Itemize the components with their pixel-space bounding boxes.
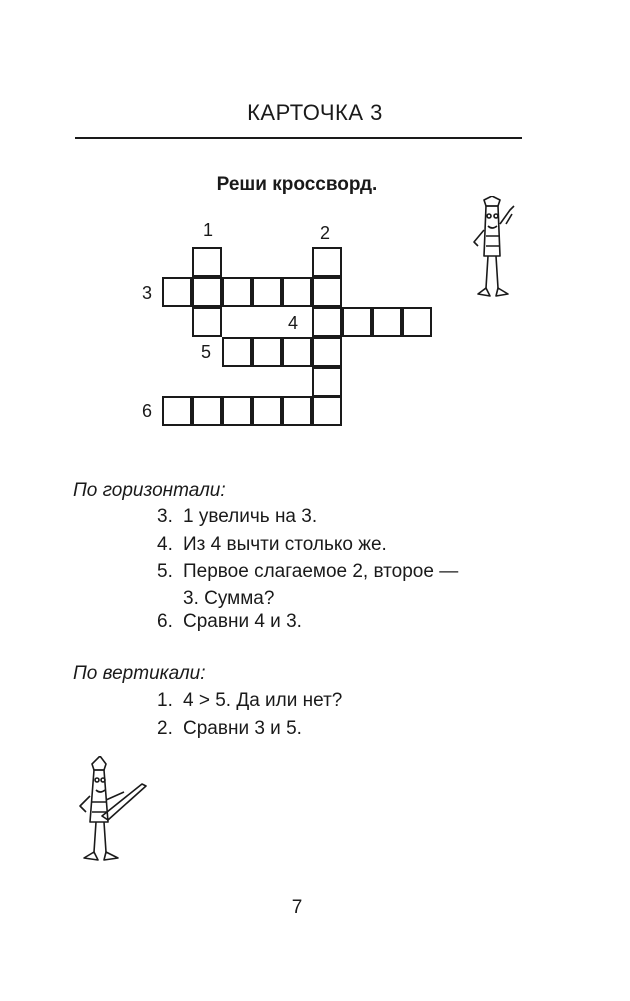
- horizontal-clues-title: По горизонтали:: [73, 480, 226, 501]
- crossword-cell[interactable]: [192, 396, 222, 426]
- crossword-cell[interactable]: [252, 277, 282, 307]
- vertical-clue-1: 1. 4 > 5. Да или нет?: [157, 690, 343, 711]
- clue-number-6: 6: [142, 401, 153, 421]
- clue-number-5: 5: [201, 342, 212, 362]
- crossword-cell[interactable]: [342, 307, 372, 337]
- pencil-mascot-illustration: [466, 196, 518, 304]
- crossword-cell[interactable]: [312, 337, 342, 367]
- horizontal-clue-4: 4. Из 4 вычти столько же.: [157, 534, 387, 555]
- crossword-cell[interactable]: [312, 396, 342, 426]
- crossword-cell[interactable]: [252, 396, 282, 426]
- clue-number-2: 2: [320, 223, 331, 243]
- horizontal-clue-5: 5. Первое слагаемое 2, второе — 3. Сумма?: [157, 561, 459, 609]
- crossword-cell[interactable]: [312, 367, 342, 397]
- crossword-cell[interactable]: [312, 307, 342, 337]
- crossword-cell[interactable]: [222, 396, 252, 426]
- page-number: 7: [291, 897, 303, 918]
- vertical-clues-title: По вертикали:: [73, 663, 206, 684]
- crossword-cell[interactable]: [222, 337, 252, 367]
- card-title: КАРТОЧКА 3: [247, 100, 383, 125]
- horizontal-clue-3: 3. 1 увеличь на 3.: [157, 506, 318, 527]
- crossword-cell[interactable]: [312, 277, 342, 307]
- crossword-cell[interactable]: [402, 307, 432, 337]
- crossword-cell[interactable]: [282, 337, 312, 367]
- instruction: Реши кроссворд.: [216, 174, 378, 195]
- crossword-cell[interactable]: [282, 396, 312, 426]
- crossword-cell[interactable]: [192, 247, 222, 277]
- vertical-clue-2: 2. Сравни 3 и 5.: [157, 718, 302, 739]
- crossword-cell[interactable]: [372, 307, 402, 337]
- crossword-cell[interactable]: [192, 277, 222, 307]
- crossword-cell[interactable]: [192, 307, 222, 337]
- crossword-cell[interactable]: [252, 337, 282, 367]
- crossword-cell[interactable]: [282, 277, 312, 307]
- clue-number-3: 3: [142, 283, 153, 303]
- pencil-mascot-with-pen-illustration: [72, 756, 150, 866]
- clue-number-1: 1: [203, 220, 214, 240]
- horizontal-clue-6: 6. Сравни 4 и 3.: [157, 611, 302, 632]
- clue-number-4: 4: [288, 313, 299, 333]
- crossword-cell[interactable]: [312, 247, 342, 277]
- crossword-cell[interactable]: [162, 277, 192, 307]
- crossword-cell[interactable]: [222, 277, 252, 307]
- crossword-cell[interactable]: [162, 396, 192, 426]
